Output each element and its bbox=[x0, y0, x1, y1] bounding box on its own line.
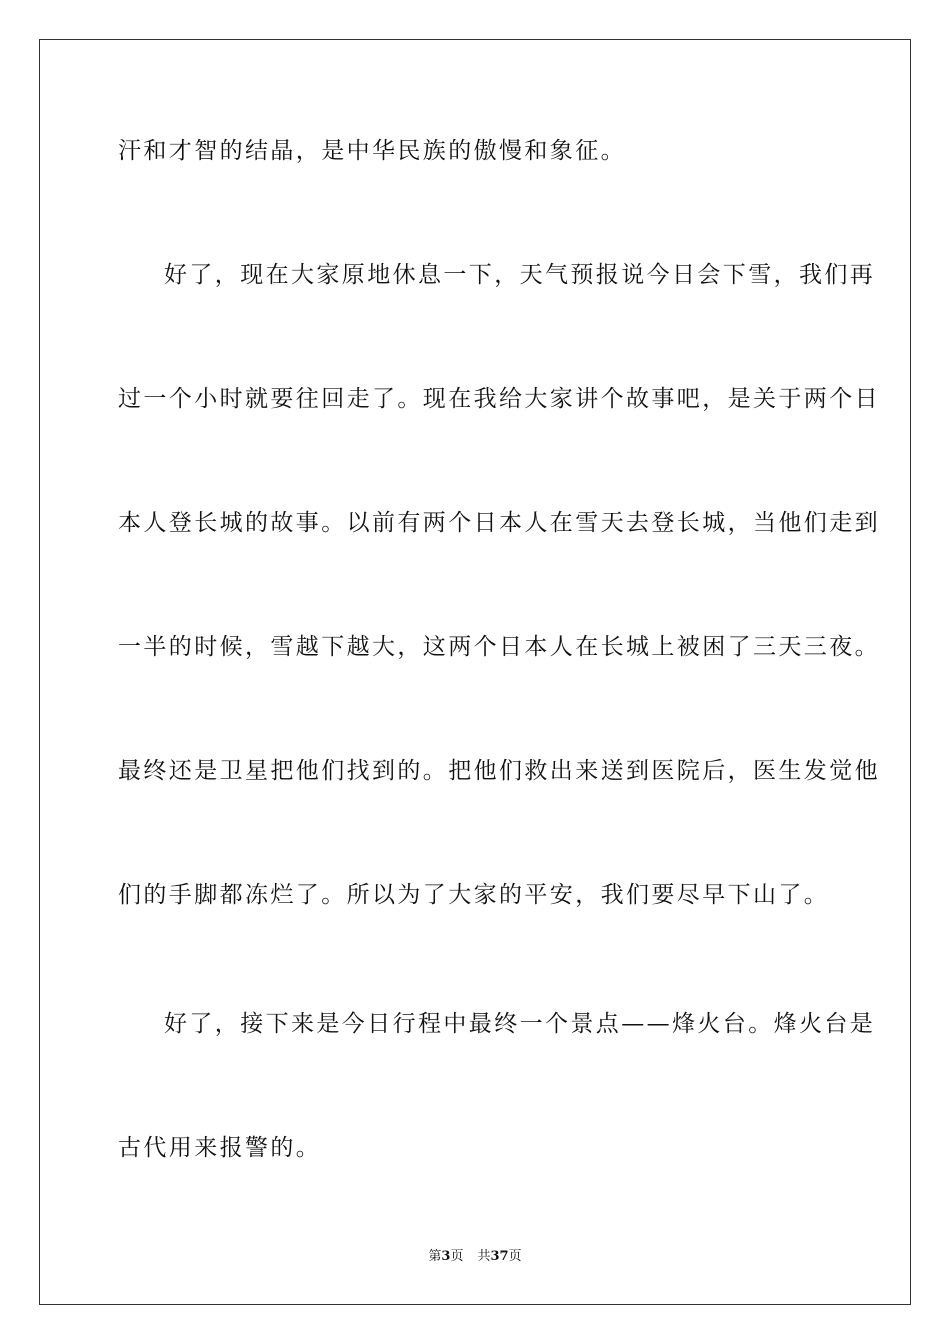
page-border bbox=[39, 39, 911, 1305]
total-pages: 37 bbox=[490, 1249, 509, 1264]
paragraph-line: 好了，现在大家原地休息一下，天气预报说今日会下雪，我们再 bbox=[164, 262, 876, 288]
page-number: 3 bbox=[441, 1249, 451, 1264]
page-suffix: 页 bbox=[450, 1249, 464, 1264]
paragraph-line: 本人登长城的故事。以前有两个日本人在雪天去登长城，当他们走到 bbox=[118, 510, 880, 536]
page-prefix: 第 bbox=[428, 1249, 442, 1264]
paragraph-line: 古代用来报警的。 bbox=[118, 1135, 322, 1161]
paragraph-line: 好了，接下来是今日行程中最终一个景点——烽火台。烽火台是 bbox=[164, 1011, 876, 1037]
paragraph-line: 最终还是卫星把他们找到的。把他们救出来送到医院后，医生发觉他 bbox=[118, 758, 880, 784]
page-footer bbox=[0, 1248, 950, 1266]
total-prefix: 共 bbox=[477, 1249, 491, 1264]
total-suffix: 页 bbox=[508, 1249, 522, 1264]
paragraph-line: 们的手脚都冻烂了。所以为了大家的平安，我们要尽早下山了。 bbox=[118, 882, 830, 908]
paragraph-line: 一半的时候，雪越下越大，这两个日本人在长城上被困了三天三夜。 bbox=[118, 634, 880, 660]
paragraph-line: 过一个小时就要往回走了。现在我给大家讲个故事吧，是关于两个日 bbox=[118, 386, 880, 412]
paragraph-line: 汗和才智的结晶，是中华民族的傲慢和象征。 bbox=[118, 138, 626, 164]
